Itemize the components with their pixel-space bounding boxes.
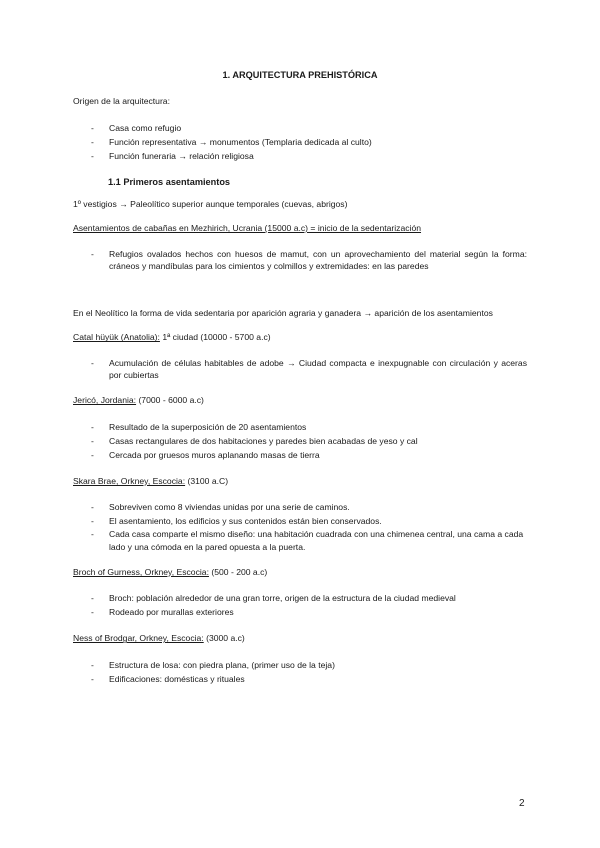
mezhirich-heading: Asentamientos de cabañas en Mezhirich, Ucrania (15000 a.c) = inicio de la sedentarización — [73, 223, 422, 233]
vestigios-text: 1º vestigios → Paleolítico superior aunque temporales (cuevas, abrigos) — [73, 198, 348, 209]
bullet-dash: - — [91, 502, 94, 513]
jerico-heading — [73, 395, 527, 407]
site-name: Broch of Gurness, Orkney, Escocia: — [73, 566, 209, 577]
bullet-dash: - — [91, 607, 94, 618]
neolitico-text: En el Neolítico la forma de vida sedentaria por aparición agraria y ganadera → aparición de los asentamientos — [73, 307, 493, 318]
bullet-dash: - — [91, 136, 94, 147]
list-item: - Casas rectangulares de dos habitaciones y paredes bien acabadas de yeso y cal — [91, 435, 418, 446]
list-item: - Cada casa comparte el mismo diseño: una habitación cuadrada con una chimenea central, una cama a cada lado y una cómoda en la pared opuesta a la puerta. — [91, 529, 524, 552]
bullet-dash: - — [91, 122, 94, 133]
list-item: - Función representativa → monumentos (Templaria dedicada al culto) — [91, 136, 372, 147]
bullet-dash: - — [91, 357, 94, 368]
site-name: Skara Brae, Orkney, Escocia: — [73, 475, 186, 486]
intro-text: Origen de la arquitectura: — [73, 96, 170, 106]
site-name: Catal hüyük (Anatolia): — [73, 332, 160, 343]
skara-heading — [73, 476, 527, 488]
bullet-dash: - — [91, 516, 94, 527]
list-item: - Refugios ovalados hechos con huesos de mamut, con un aprovechamiento del material según la forma: cráneos y mandíbulas para los cimientos y colmillos y extremidades: en las paredes — [91, 248, 527, 271]
bullet-dash: - — [91, 421, 94, 432]
broch-heading — [73, 567, 527, 579]
site-date: 1ª ciudad (10000 - 5700 a.c) — [159, 332, 271, 343]
site-name: Jericó, Jordania: — [73, 395, 137, 406]
catal-heading — [73, 332, 527, 344]
origen-list — [73, 121, 527, 163]
list-item: - Acumulación de células habitables de adobe → Ciudad compacta e inexpugnable con circulación y aceras por cubiertas — [91, 357, 527, 381]
site-name: Ness of Brodgar, Orkney, Escocia: — [73, 633, 204, 644]
bullet-dash: - — [91, 449, 94, 460]
list-item: - Estructura de losa: con piedra plana, (primer uso de la teja) — [91, 659, 335, 670]
list-item: - Rodeado por murallas exteriores — [91, 607, 234, 618]
site-date: (500 - 200 a.c) — [208, 566, 268, 577]
mezhirich-list — [73, 248, 527, 272]
spacer — [73, 286, 527, 308]
bullet-dash: - — [91, 150, 94, 161]
bullet-dash: - — [91, 435, 94, 446]
section-title: 1.1 Primeros asentamientos — [108, 176, 231, 187]
bullet-dash: - — [91, 659, 94, 670]
bullet-dash: - — [91, 529, 94, 540]
site-date: (3000 a.c) — [203, 633, 245, 644]
list-item: - Función funeraria → relación religiosa — [91, 150, 254, 161]
list-item: - El asentamiento, los edificios y sus contenidos están bien conservados. — [91, 516, 382, 527]
site-date: (3100 a.C) — [185, 475, 229, 486]
ness-heading — [73, 633, 527, 645]
list-item: - Casa como refugio — [91, 122, 182, 133]
page-number: 2 — [519, 798, 525, 809]
bullet-dash: - — [91, 673, 94, 684]
jerico-list — [73, 420, 527, 462]
skara-list — [73, 500, 527, 552]
bullet-dash: - — [91, 248, 94, 259]
ness-list — [73, 658, 527, 686]
list-item: - Sobreviven como 8 viviendas unidas por una serie de caminos. — [91, 502, 350, 513]
list-item: - Broch: población alrededor de una gran torre, origen de la estructura de la ciudad medieval — [91, 593, 456, 604]
list-item: - Resultado de la superposición de 20 asentamientos — [91, 421, 307, 432]
bullet-dash: - — [91, 593, 94, 604]
broch-list — [73, 591, 527, 619]
page-content — [73, 70, 527, 700]
list-item: - Cercada por gruesos muros aplanando masas de tierra — [91, 449, 320, 460]
catal-list — [73, 357, 527, 381]
document-title: 1. ARQUITECTURA PREHISTÓRICA — [222, 70, 378, 80]
list-item: - Edificaciones: domésticas y rituales — [91, 673, 245, 684]
site-date: (7000 - 6000 a.c) — [136, 395, 204, 406]
